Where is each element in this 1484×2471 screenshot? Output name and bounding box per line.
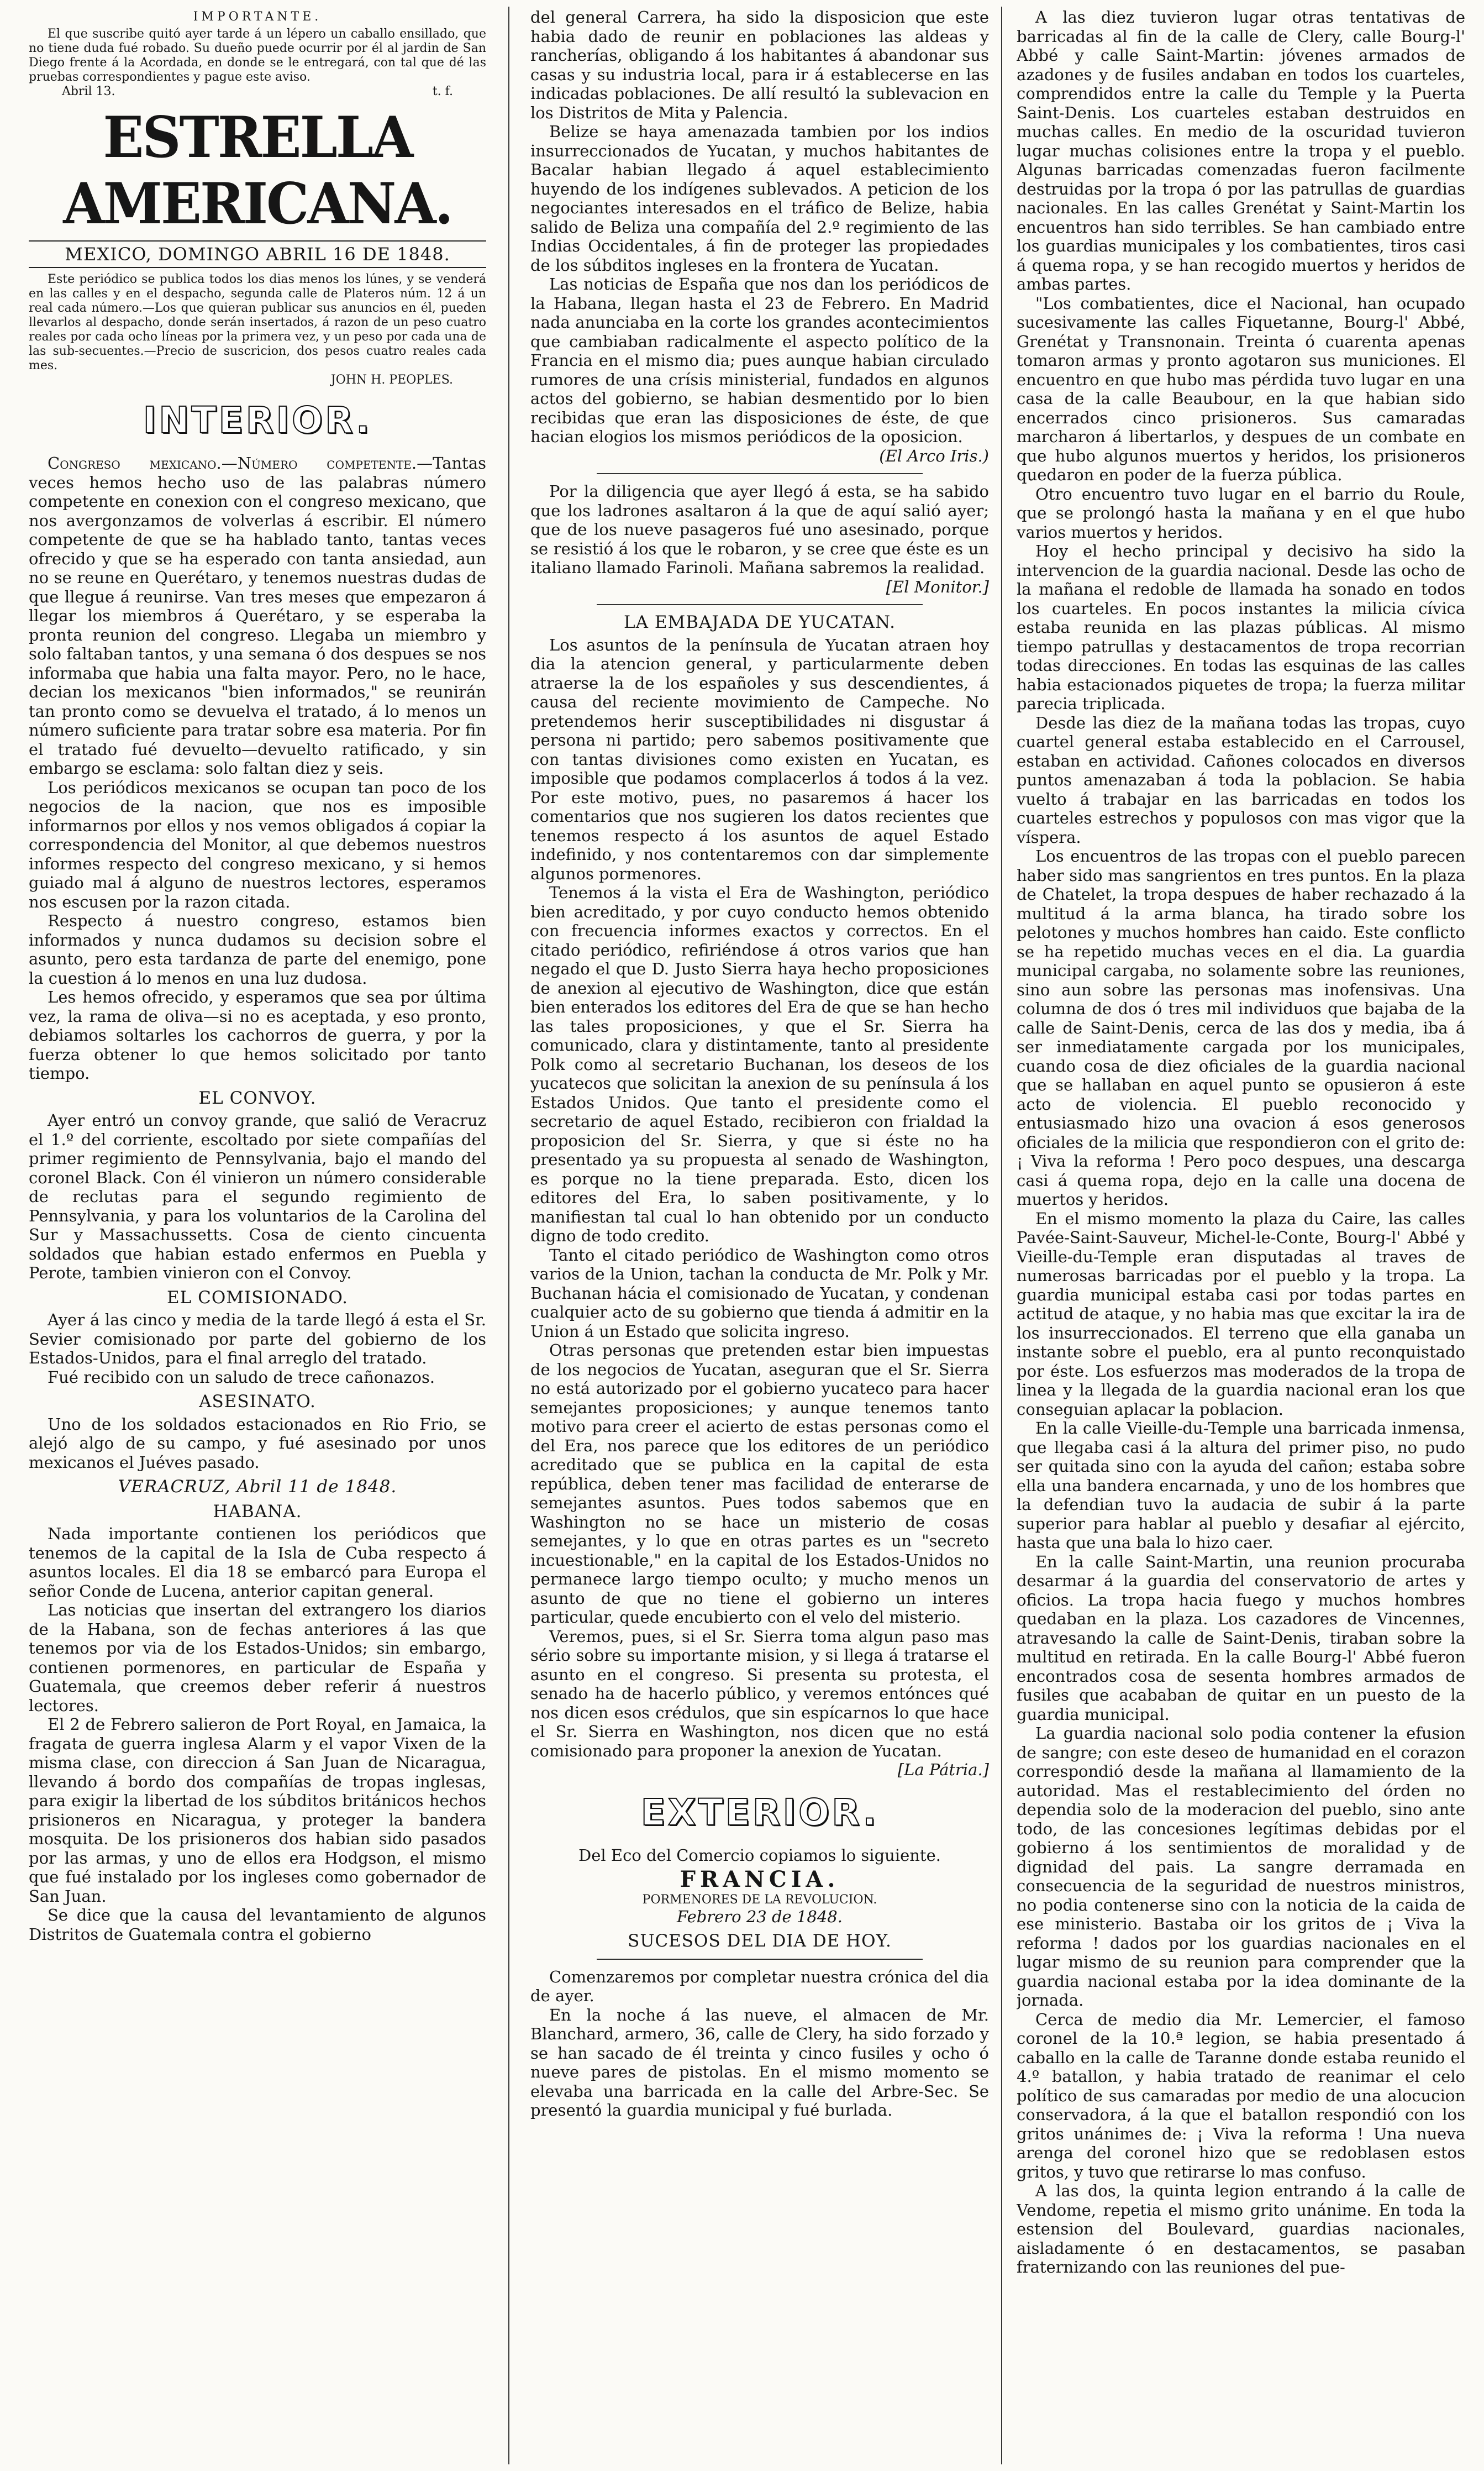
article-paragraph: Hoy el hecho principal y decisivo ha sido la intervencion de la guardia nacional. Desde las ocho de la mañana el redoble de llamada ha sonado en todos los cuarteles. En pocos instantes la milicia cívica estaba reunida en las plazas públicas. Al mismo tiempo patrullas y destacamentos de tropa recorrian todas direcciones. En todas las esquinas de las calles habia estacionados piquetes de tropa; la fuerza militar parecia triplicada. — [1017, 542, 1465, 713]
article-paragraph: Ayer entró un convoy grande, que salió de Veracruz el 1.º del corriente, escoltado por siete compañías del primer regimiento de Pennsylvania, bajo el mando del coronel Black. Con él vinieron un número considerable de reclutas para el segundo regimiento de Pennsylvania, y para los voluntarios de la Carolina del Sur y Massachussetts. Cosa de ciento cincuenta soldados que habian estado enfermos en Puebla y Perote, tambien vinieron con el Convoy. — [29, 1111, 486, 1282]
section-title-exterior: EXTERIOR. — [640, 1791, 879, 1834]
article-paragraph: Tanto el citado periódico de Washington como otros varios de la Union, tachan la conducta de Mr. Polk y Mr. Buchanan hácia el comisionado de Yucatan, y condenan cualquier acto de su gobierno que tienda á admitir en la Union á un Estado que solicita ingreso. — [530, 1245, 989, 1341]
article-paragraph: En la calle Saint-Martin, una reunion procuraba desarmar á la guardia del conservatorio de artes y oficios. La tropa hacia fuego y muchos hombres quedaban en la plaza. Los cazadores de Vincennes, atravesando la calle de Saint-Denis, tiraban sobre la multitud en retirada. En la calle Bourg-l' Abbé fueron encontrados cosa de sesenta hombres armados de fusiles que acababan de quitar en un puesto de la guardia municipal. — [1017, 1552, 1465, 1724]
column-rule — [1001, 7, 1002, 2464]
notice-heading: IMPORTANTE. — [193, 10, 322, 24]
article-paragraph: "Los combatientes, dice el Nacional, han ocupado sucesivamente las calles Fiquetanne, Bourg-l' Abbé, Grenétat y Transnonain. Treinta ó cuarenta apenas tomaron armas y pronto agotaron sus municiones. El encuentro en que hubo mas pérdida tuvo lugar en una casa de la calle Beaubour, en la que habian sido encerrados cinco prisioneros. Sus camaradas marcharon á libertarlos, y despues de un combate en que hubo algunos muertos y heridos, los prisioneros quedaron en poder de la fuerza pública. — [1017, 293, 1465, 484]
article-paragraph: A las dos, la quinta legion entrando á la calle de Vendome, repetia el mismo grito unánime. En toda la estension del Boulevard, guardias nacionales, aisladamente ó en destacamentos, se pasaban fraternizando con las reuniones del pue- — [1017, 2181, 1465, 2276]
article-paragraph: Ayer á las cinco y media de la tarde llegó á esta el Sr. Sevier comisionado por parte del gobierno de los Estados-Unidos, para el final arreglo del tratado. — [29, 1310, 486, 1367]
divider — [597, 1959, 923, 1960]
article-paragraph: Por la diligencia que ayer llegó á esta, se ha sabido que los ladrones asaltaron á la que de aquí salió ayer; que de los nueve pasageros fué uno asesinado, porque se resistió á los que le robaron, y se cree que éste es un italiano llamado Farinoli. Mañana sabremos la realidad. — [530, 482, 989, 577]
subheadline-pormenores: PORMENORES DE LA REVOLUCION. — [642, 1892, 877, 1907]
article-lead: Congreso mexicano.—Número competente. — [48, 454, 417, 473]
article-paragraph: Fué recibido con un saludo de trece cañonazos. — [48, 1367, 435, 1387]
article-paragraph: Les hemos ofrecido, y esperamos que sea por última vez, la rama de oliva—si no es aceptada, y eso pronto, debiamos soltarles los cachorros de guerra, y por la fuerza obtener lo que hemos solicitado por tanto tiempo. — [29, 988, 486, 1083]
article-date: Febrero 23 de 1848. — [677, 1907, 843, 1926]
article-paragraph: Belize se haya amenazada tambien por los indios insurreccionados de Yucatan, y muchos habitantes de Bacalar habian llegado á aquel establecimiento huyendo de los indígenes sublevados. A peticion de los negociantes interesados en el tráfico de Belize, habia salido de Beliza una compañía del 2.º regimiento de las Indias Occidentales, á fin de proteger las propiedades de los súbditos ingleses en la frontera de Yucatan. — [530, 122, 989, 275]
notice-footer — [29, 85, 486, 99]
headline-habana: HABANA. — [213, 1501, 302, 1522]
headline-francia: FRANCIA. — [680, 1866, 840, 1892]
article-paragraph: Tenemos á la vista el Era de Washington, periódico bien acreditado, y por cuyo conducto hemos obtenido con frecuencia informes exactos y correctos. En el citado periódico, refiriéndose á otros varios que han negado el que D. Justo Sierra haya hecho proposiciones de anexion al ejecutivo de Washington, dice que están bien enterados los editores del Era de que se han hecho las tales proposiciones, y que el Sr. Sierra ha comunicado, clara y distintamente, tanto al presidente Polk como al secretario Buchanan, los deseos de los yucatecos que solicitan la anexion de su península á los Estados Unidos. Que tanto el presidente como el secretario de aquel Estado, recibieron con frialdad la proposicion del Sr. Sierra, y que si éste no ha presentado ya su propuesta al senado de Washington, es porque no la tiene preparada. Esto, dicen los editores del Era, lo saben positivamente, y lo manifiestan tal cual lo han obtenido por un conducto digno de todo credito. — [530, 883, 989, 1245]
dateline-veracruz: VERACRUZ, Abril 11 de 1848. — [118, 1477, 397, 1497]
notice-date: Abril 13. — [62, 84, 115, 98]
masthead: ESTRELLA AMERICANA. — [63, 104, 452, 237]
article-paragraph: Comenzaremos por completar nuestra crónica del dia de ayer. — [530, 1967, 989, 2005]
column-2 — [530, 8, 989, 2465]
article-paragraph: En la calle Vieille-du-Temple una barricada inmensa, que llegaba casi á la altura del primer piso, no pudo ser quitada sino con la ayuda del cañon; estaba sobre ella una bandera encarnada, y uno de los hombres que la defendian tuvo la audacia de subir á la parte superior para hablar al pueblo y desafiar al ejército, hasta que una bala lo hizo caer. — [1017, 1419, 1465, 1552]
article-paragraph: Nada importante contienen los periódicos que tenemos de la capital de la Isla de Cuba respecto á asuntos locales. El dia 18 se embarcó para Europa el señor Conde de Lucena, anterior capitan general. — [29, 1524, 486, 1601]
source-citation: [El Monitor.] — [886, 577, 989, 596]
article-paragraph: Respecto á nuestro congreso, estamos bien informados y nunca dudamos su decision sobre el asunto, pero esta tardanza de parte del enemigo, pone la cuestion á lo menos en una luz dudosa. — [29, 911, 486, 988]
article-paragraph: Cerca de medio dia Mr. Lemercier, el famoso coronel de la 10.ª legion, se habia presentado á caballo en la calle de Taranne donde estaba reunido el 4.º batallon, y habia tratado de reanimar el celo político de sus camaradas por medio de una alocucion conservadora, á la que el batallon respondió con los gritos unánimes de: ¡ Viva la reforma ! Una nueva arenga del coronel hizo que se redoblasen estos gritos, y tuvo que retirarse lo mas confuso. — [1017, 2010, 1465, 2181]
dateline: MEXICO, DOMINGO ABRIL 16 DE 1848. — [29, 240, 486, 269]
article-text: —Tantas veces hemos hecho uso de las palabras número competente en conexion con el congreso mexicano, que nos avergonzamos de volverlas á escribir. El número competente de que se ha hablado tanto, tantas veces ofrecido y que se ha esperado con tanta ansiedad, aun no se reune en Querétaro, y tenemos nuestras dudas de que llegue á reunirse. Van tres meses que empezaron á llegar los miembros á Querétaro, y se esperaba la pronta reunion del congreso. Llegaba un miembro y solo faltaban tantos, y una semana ó dos despues se nos informaba que habia una falta mayor. Pero, no le hace, decian los mexicanos "bien informados," se reunirán tan pronto como se devuelva el tratado, á lo menos un número suficiente para tratar sobre esa materia. Por fin el tratado fué devuelto—devuelto ratificado, y sin embargo se esclama: solo faltan diez y seis. — [29, 454, 486, 778]
article-paragraph: El 2 de Febrero salieron de Port Royal, en Jamaica, la fragata de guerra inglesa Alarm y el vapor Vixen de la misma clase, con direccion á San Juan de Nicaragua, llevando á bordo dos compañías de tropas inglesas, para exigir la libertad de los súbditos británicos hechos prisioneros en Nicaragua, y proteger la bandera mosquita. De los prisioneros dos habian sido pasados por las armas, y uno de ellos era Hodgson, el mismo que fué instalado por los ingleses como gobernador de San Juan. — [29, 1715, 486, 1906]
headline-asesinato: ASESINATO. — [199, 1392, 316, 1412]
section-title-interior: INTERIOR. — [143, 399, 372, 442]
article-paragraph: Uno de los soldados estacionados en Rio Frio, se alejó algo de su campo, y fué asesinado por unos mexicanos el Juéves pasado. — [29, 1414, 486, 1472]
notice-sign: t. f. — [432, 84, 453, 98]
source-note: Del Eco del Comercio copiamos lo siguiente. — [578, 1845, 941, 1865]
article-paragraph: Los asuntos de la península de Yucatan atraen hoy dia la atencion general, y particularmente deben atraerse la de los españoles y sus descendientes, á causa del reciente movimiento de Campeche. No pretendemos herir susceptibilidades ni disgustar á persona ni partido; pero sabemos positivamente que con tantas divisiones como existen en Yucatan, es imposible que podamos complacerlos á todos á la vez. Por este motivo, pues, no pasaremos á hacer los comentarios que nos sugieren los datos recientes que tenemos respecto á los asuntos de aquel Estado indefinido, y nos contentaremos con dar simplemente algunos pormenores. — [530, 635, 989, 883]
article-paragraph: Veremos, pues, si el Sr. Sierra toma algun paso mas sério sobre su importante mision, y si llega á tratarse el asunto en el congreso. Si presenta su protesta, el senado ha de hacerlo público, y veremos entónces qué nos dicen esos crédulos, que sin espícarnos lo que hace el Sr. Sierra en Washington, nos dicen que no está comisionado para proponer la anexion de Yucatan. — [530, 1627, 989, 1760]
article-paragraph: En la noche á las nueve, el almacen de Mr. Blanchard, armero, 36, calle de Clery, ha sido forzado y se han sacado de él treinta y cinco fusiles y ocho ó nueve pares de pistolas. En el mismo momento se elevaba una barricada en la calle del Arbre-Sec. Se presentó la guardia municipal y fué burlada. — [530, 2005, 989, 2120]
article-paragraph: Las noticias de España que nos dan los periódicos de la Habana, llegan hasta el 23 de Febrero. En Madrid nada anunciaba en la corte los grandes acontecimientos que cambiaban radicalmente el aspecto político de la Francia en el mismo dia; pues aunque habian circulado rumores de una crísis ministerial, fundados en algunos actos del gobierno, se habian desmentido por lo bien recibidas que eran las disposiciones de éste, de que hacian elogios los mismos periódicos de la oposicion. — [530, 275, 989, 446]
column-1 — [29, 8, 486, 2465]
column-3 — [1017, 8, 1465, 2465]
headline-sucesos: SUCESOS DEL DIA DE HOY. — [628, 1931, 892, 1951]
notice-text: El que suscribe quitó ayer tarde á un lépero un caballo ensillado, que no tiene duda fué robado. Su dueño puede ocurrir por él al jardin de San Diego frente á la Acordada, en donde se le entregará, con tal que dé las pruebas correspondientes y pague este aviso. — [29, 27, 486, 84]
headline-convoy: EL CONVOY. — [198, 1088, 317, 1108]
article-paragraph: del general Carrera, ha sido la disposicion que este habia dado de reunir en poblaciones las aldeas y rancherías, obligando á los habitantes á abandonar sus casas y su industria local, para ir á establecerse en las indicadas poblaciones. De allí resultó la sublevacion en los Distritos de Mita y Palencia. — [530, 8, 989, 122]
article-paragraph: Desde las diez de la mañana todas las tropas, cuyo cuartel general estaba establecido en el Carrousel, estaban en actividad. Cañones colocados en diversos puntos amenazaban á toda la poblacion. Se habia vuelto á trabajar en las barricadas en todos los cuarteles estrechos y populosos con mas vigor que la víspera. — [1017, 713, 1465, 847]
divider — [597, 473, 923, 474]
article-paragraph: Los encuentros de las tropas con el pueblo parecen haber sido mas sangrientos en tres puntos. En la plaza de Chatelet, la tropa despues de haber rechazado á la multitud á la arma blanca, ha tirado sobre los pelotones y muchos hombres han caido. Este conflicto se ha repetido muchas veces en el dia. La guardia municipal cargaba, no solamente sobre las reuniones, sino aun sobre las personas mas inofensivas. Una columna de dos ó tres mil individuos que bajaba de la calle de Saint-Denis, cerca de las dos y media, iba á ser inmediatamente cargada por los municipales, cuando cosa de diez oficiales de la guardia nacional que se hallaban en aquel punto se opusieron á este acto de violencia. El pueblo reconocido y entusiasmado hizo una ovacion á esos generosos oficiales de la milicia que respondieron con el grito de: ¡ Viva la reforma ! Pero poco despues, una descarga casi á quema ropa, dejo en la calle una docena de muertos y heridos. — [1017, 847, 1465, 1209]
article-paragraph: Otras personas que pretenden estar bien impuestas de los negocios de Yucatan, aseguran que el Sr. Sierra no está autorizado por el gobierno yucateco para hacer semejantes proposiciones; y aunque tenemos tanto motivo para creer el acierto de estas personas como el del Era, nos parece que los editores de un periódico acreditado que se publica en la capital de esta república, deben tener mas facilidad de enterarse de semejantes asuntos. Pues todos sabemos que en Washington no se hace un misterio de cosas semejantes, y lo que en otras partes es un "secreto incuestionable," en la capital de los Estados-Unidos no permanece largo tiempo oculto; y mucho menos un asunto de que no tiene el gobierno un interes particular, quede encubierto con el velo del misterio. — [530, 1341, 989, 1627]
article-paragraph — [29, 454, 486, 778]
article-paragraph: Los periódicos mexicanos se ocupan tan poco de los negocios de la nacion, que nos es imposible informarnos por ellos y nos vemos obligados á copiar la correspondencia del Monitor, al que debemos nuestros informes respecto del congreso mexicano, y si hemos guiado mal á alguno de nuestros lectores, esperamos nos escusen por la razon citada. — [29, 778, 486, 911]
headline-comisionado: EL COMISIONADO. — [167, 1287, 348, 1308]
column-rule — [508, 7, 509, 2464]
article-paragraph: Las noticias que insertan del extrangero los diarios de la Habana, son de fechas anteriores á las que tenemos por via de los Estados-Unidos; sin embargo, contienen pormenores, en particular de España y Guatemala, que creemos deber referir á nuestros lectores. — [29, 1601, 486, 1715]
publisher-note: Este periódico se publica todos los dias menos los lúnes, y se venderá en las calles y en el despacho, segunda calle de Plateros núm. 12 á un real cada número.—Los que quieran publicar sus anuncios en él, pueden llevarlos al despacho, donde serán insertados, á razon de un peso cuatro reales por cada ocho líneas por la primera vez, y un peso por cada una de las sub-secuentes.—Precio de suscricion, dos pesos cuatro reales cada mes. — [29, 272, 486, 373]
source-citation: [La Pátria.] — [897, 1760, 989, 1779]
article-paragraph: La guardia nacional solo podia contener la efusion de sangre; con este deseo de humanidad en el corazon correspondió desde la mañana al llamamiento de la autoridad. Mas el restablecimiento del órden no dependia solo de la moderacion del pueblo, sino ante todo, de las concesiones legítimas debidas por el gobierno á los sentimientos de moralidad y de dignidad del pais. La sangre derramada en consecuencia de la seguridad de nuestros ministros, no podia contenerse sino con la noticia de la caida de ese ministerio. Bastaba oir los gritos de ¡ Viva la reforma ! dados por los guardias nacionales en el lugar mismo de su reunion para comprender que la guardia nacional estaba por la idea dominante de la jornada. — [1017, 1724, 1465, 2010]
article-paragraph: Otro encuentro tuvo lugar en el barrio du Roule, que se prolongó hasta la mañana y en el que hubo varios muertos y heridos. — [1017, 484, 1465, 542]
publisher-name: JOHN H. PEOPLES. — [330, 373, 453, 387]
headline-embajada: LA EMBAJADA DE YUCATAN. — [624, 612, 896, 632]
source-citation: (El Arco Iris.) — [879, 446, 989, 465]
article-paragraph: Se dice que la causa del levantamiento de algunos Distritos de Guatemala contra el gobierno — [29, 1906, 486, 1944]
divider — [597, 604, 923, 605]
article-paragraph: A las diez tuvieron lugar otras tentativas de barricadas al fin de la calle de Clery, calle Bourg-l' Abbé y calle Saint-Martin: jóvenes armados de azadones y de fusiles andaban en todos los cuarteles, comprendidos entre la calle du Temple y la Puerta Saint-Denis. Los cuarteles estaban destruidos en muchas calles. En medio de la oscuridad tuvieron lugar muchas colisiones entre la tropa y el pueblo. Algunas barricadas comenzadas fueron facilmente destruidas por la tropa ó por las patrullas de guardias nacionales. En las calles Grenétat y Saint-Martin los encuentros han sido terribles. Se han cambiado entre los guardias municipales y los combatientes, tiros casi á quema ropa, y se han recogido muertos y heridos de ambas partes. — [1017, 8, 1465, 293]
article-paragraph: En el mismo momento la plaza du Caire, las calles Pavée-Saint-Sauveur, Michel-le-Conte, Bourg-l' Abbé y Vieille-du-Temple eran disputadas al traves de numerosas barricadas por el pueblo y la tropa. La guardia municipal estaba casi por todas partes en actitud de ataque, y no habia mas que excitar la ira de los insurreccionados. El terreno que ella ganaba un instante sobre el pueblo, era al punto reconquistado por éste. Los esfuerzos mas moderados de la tropa de linea y la llegada de la guardia nacional eran los que conseguian aplacar la poblacion. — [1017, 1209, 1465, 1419]
